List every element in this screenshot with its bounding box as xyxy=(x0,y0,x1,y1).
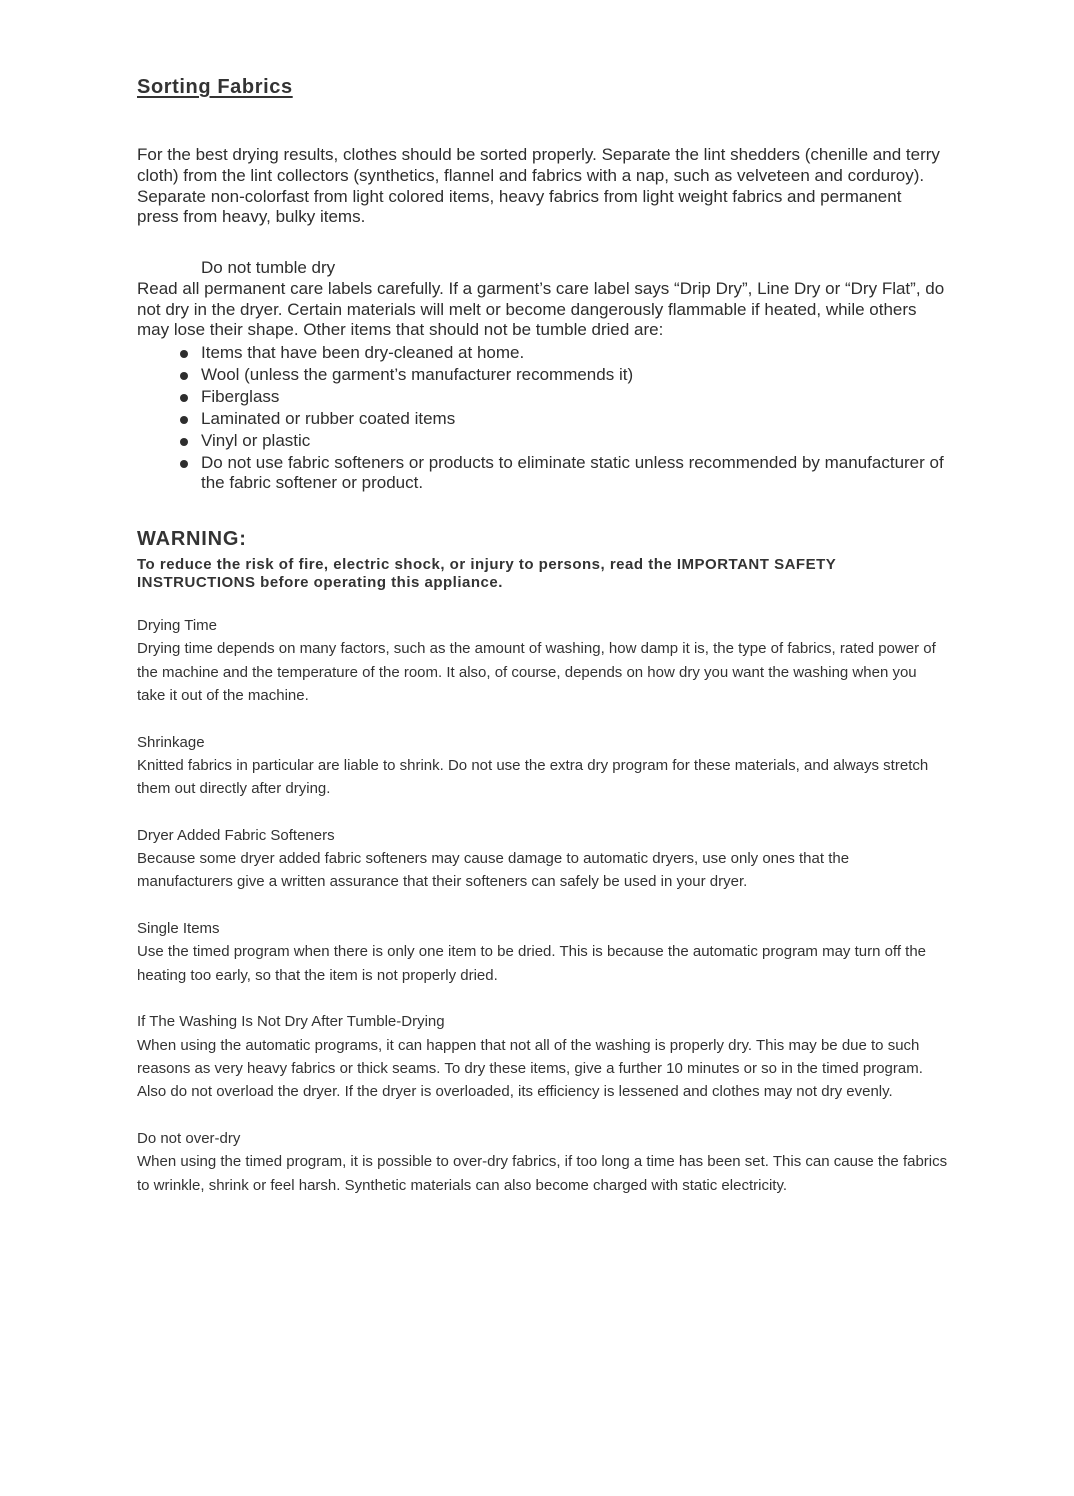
page-title: Sorting Fabrics xyxy=(137,76,293,98)
tumble-dry-heading: Do not tumble dry xyxy=(201,258,336,277)
list-item: Laminated or rubber coated items xyxy=(137,409,949,430)
section-heading: If The Washing Is Not Dry After Tumble-Drying xyxy=(137,1013,445,1031)
intro-paragraph: For the best drying results, clothes should be sorted properly. Separate the lint shedders (chenille and terry cloth) from the lint collectors (synthetics, flannel and fabrics with a nap, such as velveteen and corduroy). Separate non-colorfast from light colored items, heavy fabrics from light weight fabrics and permanent press from heavy, bulky items. xyxy=(137,145,940,227)
warning-text: To reduce the risk of fire, electric shock, or injury to persons, read the IMPORTANT SAFETY INSTRUCTIONS before operating this appliance. xyxy=(137,556,836,591)
section-not-dry xyxy=(137,1010,949,1103)
section-heading: Dryer Added Fabric Softeners xyxy=(137,826,335,844)
list-item: Wool (unless the garment’s manufacturer recommends it) xyxy=(137,365,949,386)
section-body: Use the timed program when there is only one item to be dried. This is because the automatic program may turn off the heating too early, so that the item is not properly dried. xyxy=(137,943,927,984)
warning-title: WARNING: xyxy=(137,528,247,550)
section-body: When using the automatic programs, it can happen that not all of the washing is properly dry. This may be due to such reasons as very heavy fabrics or thick seams. To dry these items, give a further 10 minutes or so in the timed program. Also do not overload the dryer. If the dryer is overloaded, its efficiency is lessened and clothes may not dry evenly. xyxy=(137,1036,923,1101)
list-item: Items that have been dry-cleaned at home. xyxy=(137,343,949,364)
section-heading: Shrinkage xyxy=(137,733,205,751)
do-not-tumble-list xyxy=(137,343,949,494)
list-item: Fiberglass xyxy=(137,387,949,408)
section-heading: Drying Time xyxy=(137,617,218,634)
care-label-paragraph: Read all permanent care labels carefully. If a garment’s care label says “Drip Dry”, Line Dry or “Dry Flat”, do not dry in the dryer. Certain materials will melt or become dangerously flammable if heated, while others may lose their shape. Other items that should not be tumble dried are: xyxy=(137,278,945,340)
section-shrinkage xyxy=(137,731,949,801)
list-item: Do not use fabric softeners or products to eliminate static unless recommended by manufacturer of the fabric softener or product. xyxy=(137,453,949,495)
drying-tips xyxy=(137,614,949,1220)
section-body: Knitted fabrics in particular are liable to shrink. Do not use the extra dry program for these materials, and always stretch them out directly after drying. xyxy=(137,756,929,798)
section-body: Because some dryer added fabric softeners may cause damage to automatic dryers, use only ones that the manufacturers give a written assurance that their softeners can safely be used in your dryer. xyxy=(137,850,850,891)
section-heading: Do not over-dry xyxy=(137,1130,241,1147)
section-drying-time xyxy=(137,614,949,707)
list-item: Vinyl or plastic xyxy=(137,431,949,452)
section-over-dry xyxy=(137,1127,949,1197)
section-body: Drying time depends on many factors, such as the amount of washing, how damp it is, the type of fabrics, rated power of the machine and the temperature of the room. It also, of course, depends on how dry you want the washing when you take it out of the machine. xyxy=(137,640,936,704)
section-single-items xyxy=(137,917,949,987)
section-heading: Single Items xyxy=(137,920,220,938)
tumble-dry-section xyxy=(137,258,949,495)
section-body: When using the timed program, it is possible to over-dry fabrics, if too long a time has been set. This can cause the fabrics to wrinkle, shrink or feel harsh. Synthetic materials can also become charged with static electricity. xyxy=(137,1153,948,1194)
section-fabric-softeners xyxy=(137,824,949,894)
